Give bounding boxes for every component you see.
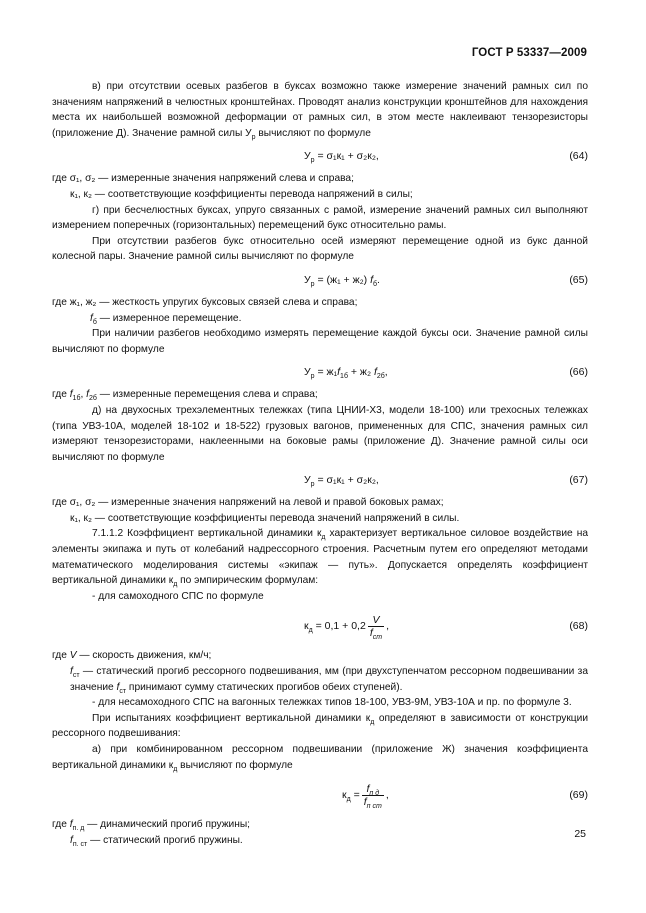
where-line: к₁, к₂ — соответствующие коэффициенты перевода напряжений в силы; [70,188,413,200]
page-body [52,79,588,848]
subscript: р [251,133,256,141]
where-line: где $f_{п. д}$ — динамический прогиб пружины; [52,819,250,833]
where-line: где σ₁, σ₂ — измеренные значения напряжений слева и справа; [52,173,354,185]
formula-66 [52,357,588,387]
paragraph: При испытаниях коэффициент вертикальной динамики $к_д$ определяют в зависимости от конструкции рессорного подвешивания: [52,712,589,740]
where-line: где σ₁, σ₂ — измеренные значения напряжений на левой и правой боковых рамах; [52,497,444,509]
formula-number: (69) [569,789,588,802]
paragraph-a: а) при комбинированном рессорном подвешивании (приложение Ж) значения коэффициента вертикальной динамики $к_д$ вычисляют по формуле [52,744,588,773]
formula-expression: $У_р = \sigma_1к_1 + \sigma_2к_2$, [304,150,379,165]
document-id: ГОСТ Р 53337—2009 [471,47,587,59]
formula-69 [52,773,588,817]
fraction: $\frac{V}{f_{ст}}$ [369,614,383,642]
paragraph: При наличии разбегов необходимо измерять перемещение каждой буксы оси. Значение рамной силы вычисляют по формуле [52,328,588,355]
formula-number: (64) [569,150,588,163]
formula-expression: $У_р = ж_1f_{1б} + ж_2$ $f_{2б}$, [304,366,388,381]
paragraph-d: д) на двухосных трехэлементных тележках (типа ЦНИИ-Х3, модели 18-100) или трехосных тележках (типа УВЗ-10А, моделей 18-102 и 18-522) грузовых вагонов, примененных для СПС, значения рамных сил измеряют тензорезисторами, наклеенными на боковые рамы (приложение Д). Значение рамной силы оси вычисляют по формуле [52,404,588,463]
where-line: где $f_{1б}$, $f_{2б}$ — измеренные перемещения слева и справа; [52,389,318,403]
formula-64 [52,141,588,171]
formula-67 [52,465,588,495]
text-run: вычисляют по формуле [255,127,371,139]
formula-number: (65) [569,273,588,286]
where-line: $f_{п. ст}$ — статический прогиб пружины. [70,834,243,848]
paragraph: - для самоходного СПС по формуле [92,590,264,602]
formula-68 [52,604,588,648]
text-run: в) при отсутствии осевых разбегов в буксах возможно также измерение значений рамных сил по значениям напряжений в челюстных кронштейнах. Проводят анализ конструкции кронштейнов для нахождения места их наибольшей возможной деформации от рамных сил, в этом месте наклеивают тензорезисторы (приложение Д). Значение рамной силы У [52,81,588,139]
paragraph: - для несамоходного СПС на вагонных тележках типов 18-100, УВЗ-9М, УВЗ-10А и пр. по формуле 3. [92,697,572,709]
formula-number: (68) [569,620,588,633]
page-number: 25 [574,828,586,840]
formula-number: (66) [569,366,588,379]
fraction: $\frac{f_{п д}}{f_{п ст}}$ [363,782,382,810]
paragraph-v [52,79,588,141]
where-line: где ж₁, ж₂ — жесткость упругих буксовых связей слева и справа; [52,296,358,308]
paragraph-7112: 7.1.1.2 Коэффициент вертикальной динамики $к_д$ характеризует вертикальное силовое воздействие на элементы экипажа и путь от колебаний надрессорного строения. Расчетным путем его определяют методами математического моделирования системы «экипаж — путь». Допускается определять коэффициент вертикальной динамики $к_д$ по эмпирическим формулам: [52,528,588,589]
where-line: $f_{ст}$ — статический прогиб рессорного подвешивания, мм (при двухступенчатом рессорном подвешивании за значение $f_{ст}$ принимают сумму статических прогибов обеих ступеней). [70,666,588,695]
formula-expression: $к_д$ = $\frac{f_{п д}}{f_{п ст}}$ , [342,782,389,810]
formula-expression: $У_р = \sigma_1к_1 + \sigma_2к_2$, [304,474,379,489]
formula-number: (67) [569,474,588,487]
paragraph-g: г) при бесчелюстных буксах, упруго связанных с рамой, измерение значений рамных сил выполняют измерением поперечных (горизонтальных) перемещений букс относительно рамы. [52,204,588,232]
formula-expression: $У_р = (ж_1 + ж_2)$ $f_б$. [304,273,380,289]
where-line: $f_б$ — измеренное перемещение. [90,312,242,326]
formula-expression: $к_д = 0,1 + 0,2$ $\frac{V}{f_{ст}}$ , [304,614,390,642]
paragraph: При отсутствии разбегов букс относительно осей измеряют перемещение одной из букс данной колесной пары. Значение рамной силы вычисляют по формуле [52,235,588,263]
where-line: к₁, к₂ — соответствующие коэффициенты перевода значений напряжений в силы. [70,512,460,524]
formula-65 [52,265,588,295]
where-line: где V — скорость движения, км/ч; [52,650,212,662]
